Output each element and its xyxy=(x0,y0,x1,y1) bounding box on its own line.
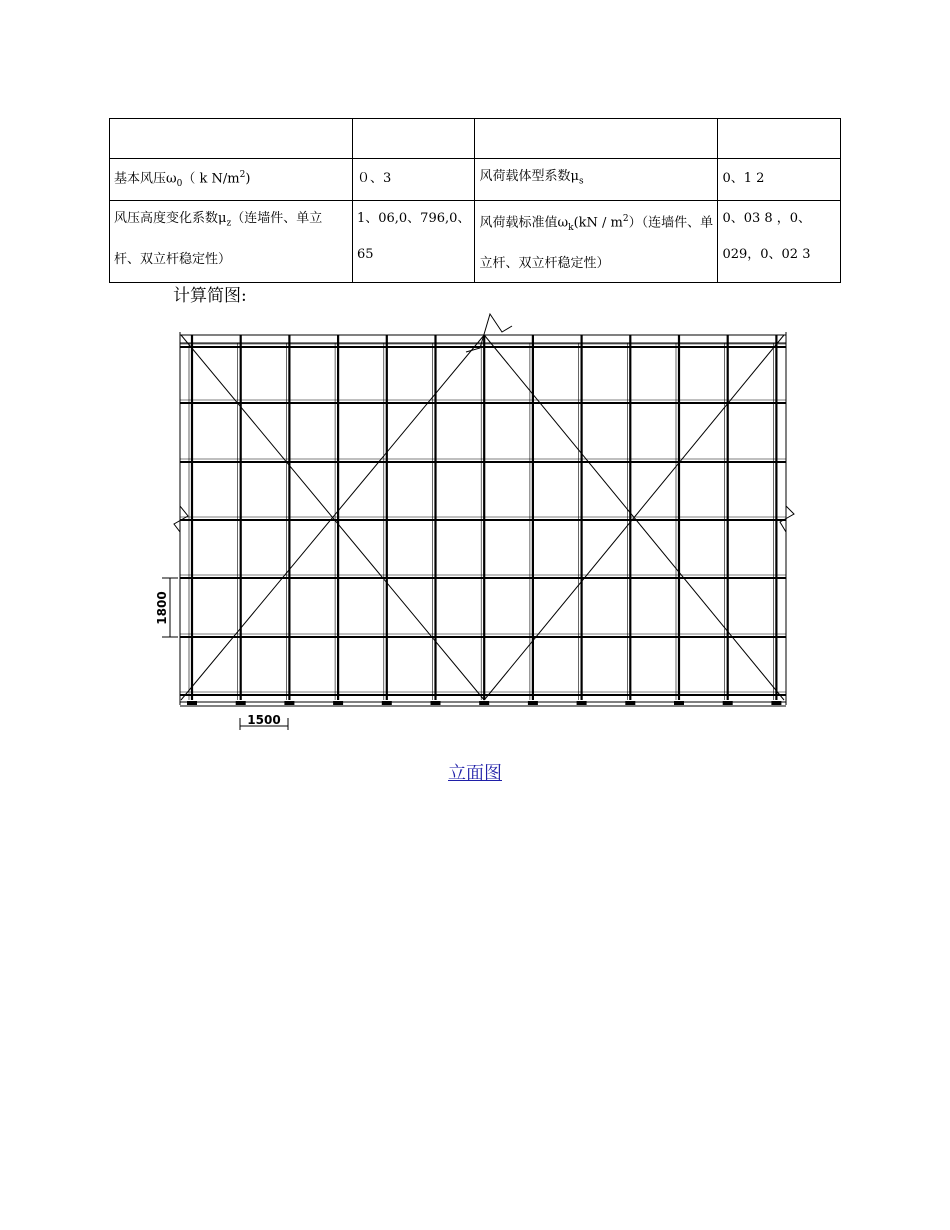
base-plate xyxy=(382,701,392,705)
base-plate xyxy=(431,701,441,705)
cross-bracing xyxy=(181,335,784,700)
dimension-width-label: 1500 xyxy=(247,713,281,727)
basic-wind-pressure-label: 基本风压$\omega_0$（ k $N/m^2$) xyxy=(110,159,353,201)
table-cell xyxy=(352,119,475,159)
shape-coefficient-value: 0、1 2 xyxy=(718,159,841,201)
base-plate xyxy=(236,701,246,705)
wind-load-parameter-table xyxy=(109,118,841,283)
dimension-lines xyxy=(162,578,288,730)
base-plate xyxy=(479,701,489,705)
height-coefficient-value: 1、06,0、796,0、 65 xyxy=(352,200,475,282)
dimension-height-label: 1800 xyxy=(155,591,169,625)
base-plate xyxy=(674,701,684,705)
calculation-diagram-caption: 计算简图: xyxy=(173,286,247,306)
table-cell xyxy=(718,119,841,159)
table-cell xyxy=(110,119,353,159)
table-row xyxy=(110,159,841,201)
base-plate xyxy=(333,701,343,705)
base-plate xyxy=(577,701,587,705)
wind-load-standard-value: 0、03 8 ，0、029，0、02 3 xyxy=(718,200,841,282)
shape-coefficient-label: 风荷载体型系数$\mu_s$ xyxy=(475,159,718,201)
base-plate xyxy=(625,701,635,705)
base-plate xyxy=(771,701,781,705)
table-row xyxy=(110,119,841,159)
wind-load-standard-label: 风荷载标准值$\omega_k(kN / m^2)$（连墙件、单立杆、双立杆稳定性） xyxy=(475,200,718,282)
table-row xyxy=(110,200,841,282)
base-plate xyxy=(284,701,294,705)
elevation-figure-link[interactable]: 立面图 xyxy=(448,763,502,784)
basic-wind-pressure-value: ０、3 xyxy=(352,159,475,201)
elevation-figure-link-row xyxy=(0,759,950,785)
height-coefficient-label: 风压高度变化系数$\mu_z$（连墙件、单立杆、双立杆稳定性） xyxy=(110,200,353,282)
base-plate xyxy=(723,701,733,705)
table-cell xyxy=(475,119,718,159)
base-plate xyxy=(187,701,197,705)
scaffold-elevation-drawing xyxy=(150,310,810,740)
base-plate xyxy=(528,701,538,705)
scaffold-frame xyxy=(180,332,786,706)
